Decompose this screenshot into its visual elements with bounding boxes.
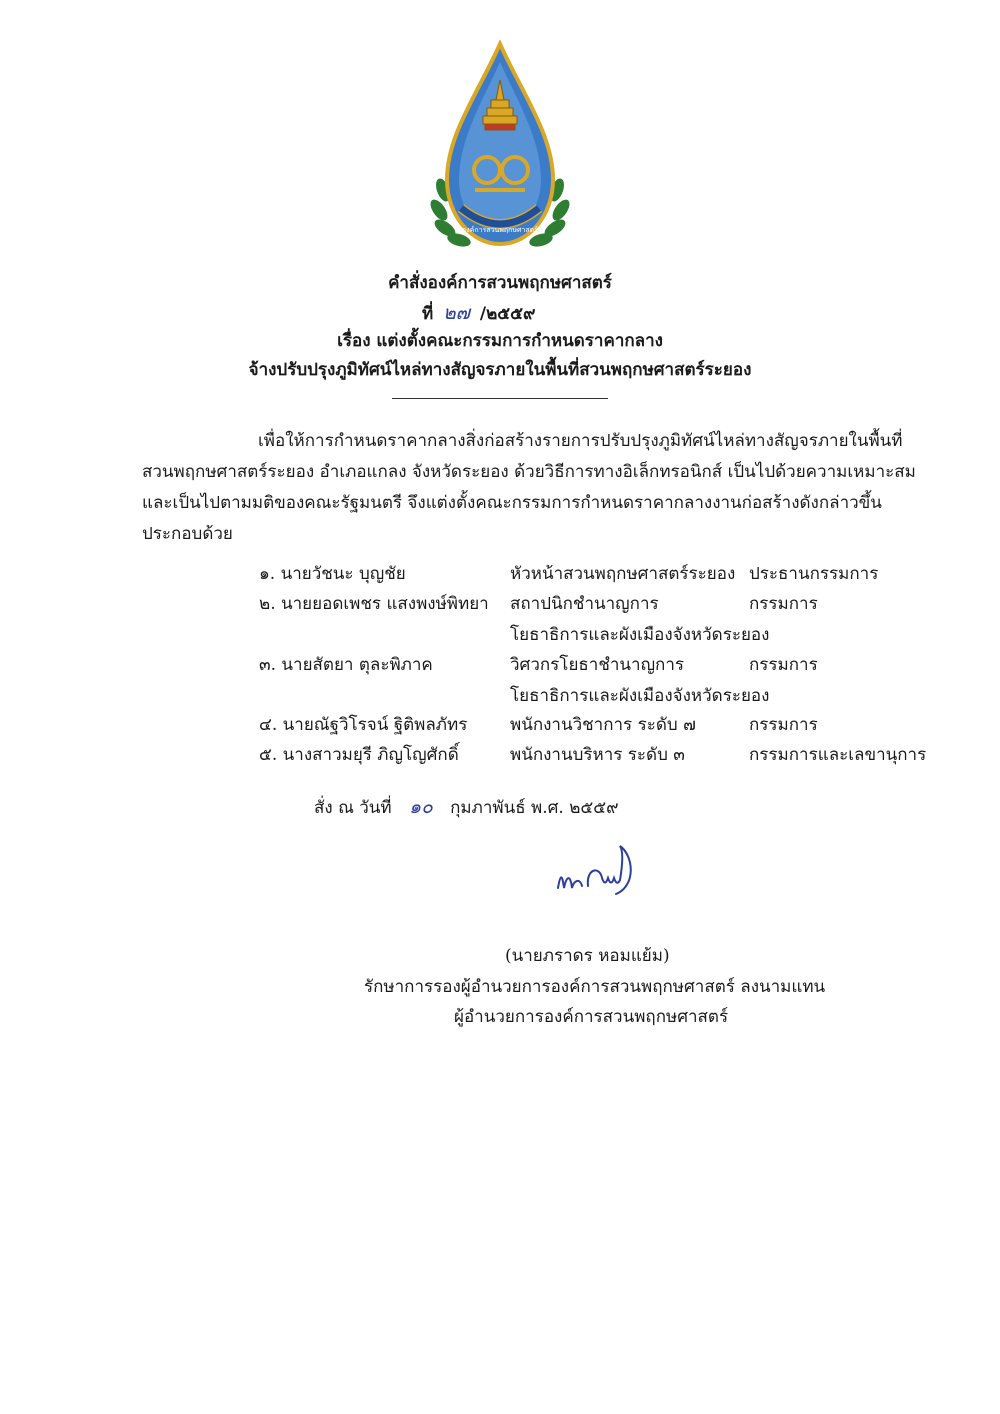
member-name: ๕. นางสาวมยุรี ภิญโญศักดิ์: [259, 745, 459, 765]
member-position: หัวหน้าสวนพฤกษศาสตร์ระยอง: [510, 564, 736, 584]
member-position-line-2: โยธาธิการและผังเมืองจังหวัดระยอง: [510, 625, 770, 645]
member-name: ๑. นายวัชนะ บุญชัย: [259, 564, 406, 584]
order-number: [422, 298, 535, 328]
order-number-label: ที่: [422, 304, 434, 324]
header-divider: [392, 398, 608, 399]
member-role: ประธานกรรมการ: [749, 564, 879, 584]
member-position-line-2: โยธาธิการและผังเมืองจังหวัดระยอง: [510, 686, 770, 706]
order-date-day-handwritten: ๑๐: [409, 796, 433, 818]
member-name: ๒. นายยอดเพชร แสงพงษ์พิทยา: [259, 594, 489, 614]
signature-mark: [550, 838, 650, 908]
subject-line-1: เรื่อง แต่งตั้งคณะกรรมการกำหนดราคากลาง: [337, 331, 663, 351]
body-line-2: สวนพฤกษศาสตร์ระยอง อำเภอแกลง จังหวัดระยอง ด้วยวิธีการทางอิเล็กทรอนิกส์ เป็นไปด้วยความเหมาะสม: [142, 462, 916, 482]
signatory-name: (นายภราดร หอมแย้ม): [505, 946, 670, 966]
member-position: พนักงานวิชาการ ระดับ ๗: [510, 715, 696, 735]
member-name: ๓. นายสัตยา ตุละพิภาค: [259, 655, 433, 675]
order-date-prefix: สั่ง ณ วันที่: [314, 798, 392, 818]
subject-line-2: จ้างปรับปรุงภูมิทัศน์ไหล่ทางสัญจรภายในพื้นที่สวนพฤกษศาสตร์ระยอง: [248, 360, 752, 380]
member-position: สถาปนิกชำนาญการ: [510, 594, 659, 614]
member-position: วิศวกรโยธาชำนาญการ: [510, 655, 685, 675]
organization-logo: [425, 40, 575, 255]
seal-icon: [425, 40, 575, 255]
member-role: กรรมการ: [749, 655, 818, 675]
member-position: พนักงานบริหาร ระดับ ๓: [510, 745, 685, 765]
order-number-suffix: /๒๕๕๙: [479, 304, 536, 324]
order-date: [314, 792, 619, 822]
member-name: ๔. นายณัฐวิโรจน์ ฐิติพลภัทร: [259, 715, 468, 735]
body-line-1: เพื่อให้การกำหนดราคากลางสิ่งก่อสร้างรายการปรับปรุงภูมิทัศน์ไหล่ทางสัญจรภายในพื้นที่: [258, 431, 903, 451]
order-date-rest: กุมภาพันธ์ พ.ศ. ๒๕๕๙: [450, 798, 619, 818]
member-role: กรรมการและเลขานุการ: [749, 745, 927, 765]
body-line-4: ประกอบด้วย: [142, 524, 233, 544]
signatory-title-line-2: ผู้อำนวยการองค์การสวนพฤกษศาสตร์: [454, 1007, 729, 1027]
member-role: กรรมการ: [749, 715, 818, 735]
order-number-handwritten: ๒๗: [443, 302, 470, 324]
signatory-title-line-1: รักษาการรองผู้อำนวยการองค์การสวนพฤกษศาสตร์ ลงนามแทน: [364, 977, 826, 997]
org-title: คำสั่งองค์การสวนพฤกษศาสตร์: [388, 273, 612, 293]
seal-text: องค์การสวนพฤกษศาสตร์: [462, 226, 538, 234]
body-line-3: และเป็นไปตามมติของคณะรัฐมนตรี จึงแต่งตั้งคณะกรรมการกำหนดราคากลางงานก่อสร้างดังกล่าวขึ้น: [142, 493, 882, 513]
member-role: กรรมการ: [749, 594, 818, 614]
